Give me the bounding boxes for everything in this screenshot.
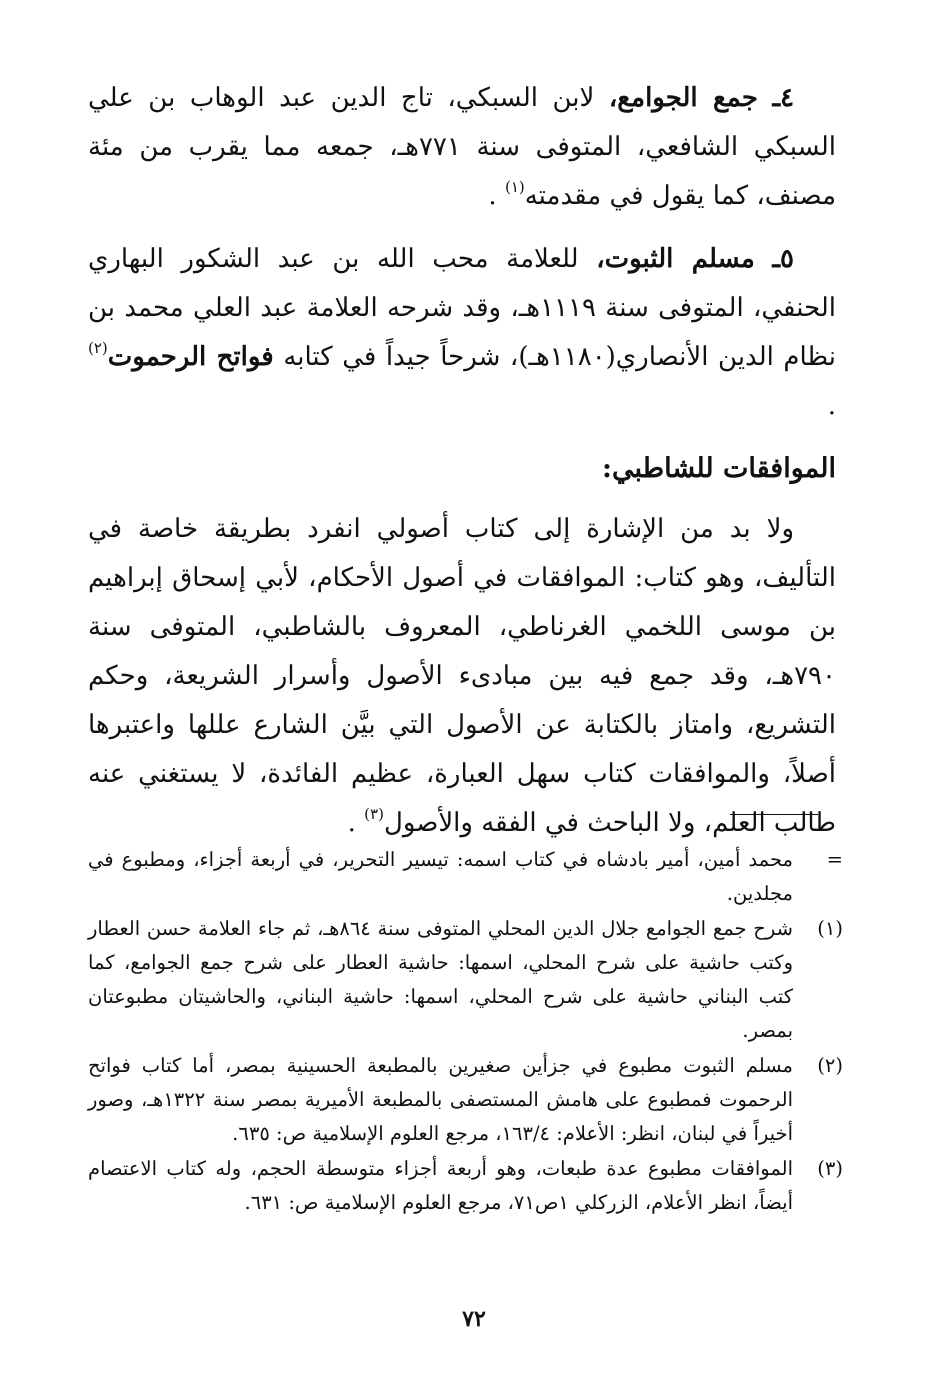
- book-title: مسلم الثبوت،: [596, 244, 755, 274]
- item-number: ٤ـ: [772, 83, 795, 113]
- main-text: [88, 74, 836, 862]
- footnote-ref: (٢): [88, 339, 108, 357]
- footnote-mark: (١): [817, 917, 843, 940]
- footnote-text: الموافقات مطبوع عدة طبعات، وهو أربعة أجزاء متوسطة الحجم، وله كتاب الاعتصام أيضاً، انظر الأعلام، الزركلي ١ص٧١، مرجع العلوم الإسلامية ص: ٦٣١.: [88, 1157, 793, 1214]
- paragraph-item-5: [88, 235, 836, 431]
- paragraph-text: ولا بد من الإشارة إلى كتاب أصولي انفرد بطريقة خاصة في التأليف، وهو كتاب: الموافقات في أصول الأحكام، لأبي إسحاق إبراهيم بن موسى اللخمي الغرناطي، المعروف بالشاطبي، المتوفى سنة ٧٩٠هـ، وقد جمع فيه بين مبادىء الأصول وأسرار الشريعة، وحكم التشريع، وامتاز بالكتابة عن الأصول التي بيَّن الشارع عللها واعتبرها أصلاً، والموافقات كتاب سهل العبارة، عظيم الفائدة، لا يستغني عنه طالب العلم، ولا الباحث في الفقه والأصول: [88, 514, 836, 838]
- footnote-text: محمد أمين، أمير بادشاه في كتاب اسمه: تيسير التحرير، في أربعة أجزاء، ومطبوع في مجلدين.: [88, 848, 793, 905]
- footnotes: [88, 843, 843, 1221]
- item-number: ٥ـ: [772, 244, 795, 274]
- footnote-2: [88, 1049, 843, 1151]
- book-title: جمع الجوامع،: [608, 83, 758, 113]
- footnote-ref: (٣): [364, 805, 384, 823]
- footnote-text: مسلم الثبوت مطبوع في جزأين صغيرين بالمطبعة الحسينية بمصر، أما كتاب فواتح الرحموت فمطبوع على هامش المستصفى بالمطبعة الأميرية بمصر سنة ١٣٢٢هـ، وصور أخيراً في لبنان، انظر: الأعلام: ١٦٣/٤، مرجع العلوم الإسلامية ص: ٦٣٥.: [88, 1054, 793, 1145]
- section-heading: الموافقات للشاطبي:: [602, 453, 836, 484]
- paragraph-text: للعلامة محب الله بن عبد الشكور البهاري الحنفي، المتوفى سنة ١١١٩هـ، وقد شرحه العلامة عبد العلي محمد بن نظام الدين الأنصاري(١١٨٠هـ)، شرحاً جيداً في كتابه: [88, 244, 836, 372]
- footnote-text: شرح جمع الجوامع جلال الدين المحلي المتوفى سنة ٨٦٤هـ، ثم جاء العلامة حسن العطار وكتب حاشية على شرح المحلي، اسمها: حاشية العطار على شرح جمع الجوامع، كما كتب البناني حاشية على شرح المحلي، اسمها: حاشية البناني، والحاشيتان مطبوعتان بمصر.: [88, 917, 793, 1042]
- paragraph-end: .: [827, 391, 836, 421]
- paragraph-item-4: [88, 74, 836, 221]
- paragraph-text: لابن السبكي، تاج الدين عبد الوهاب بن علي السبكي الشافعي، المتوفى سنة ٧٧١هـ، جمعه مما يقرب من مئة مصنف، كما يقول في مقدمته: [88, 83, 836, 211]
- page-number: ٧٢: [462, 1306, 486, 1332]
- paragraph-end: .: [347, 808, 356, 838]
- footnote-1: [88, 912, 843, 1048]
- footnote-separator: [730, 814, 818, 815]
- book-title-tail: فواتح الرحموت: [107, 342, 274, 372]
- footnote-continued: [88, 843, 843, 911]
- footnote-3: [88, 1152, 843, 1220]
- paragraph-muwafaqat: [88, 505, 836, 848]
- footnote-ref: (١): [504, 178, 525, 196]
- footnote-mark: =: [826, 848, 843, 871]
- footnote-mark: (٣): [817, 1157, 843, 1180]
- paragraph-end: .: [488, 181, 497, 211]
- footnote-mark: (٢): [817, 1054, 843, 1077]
